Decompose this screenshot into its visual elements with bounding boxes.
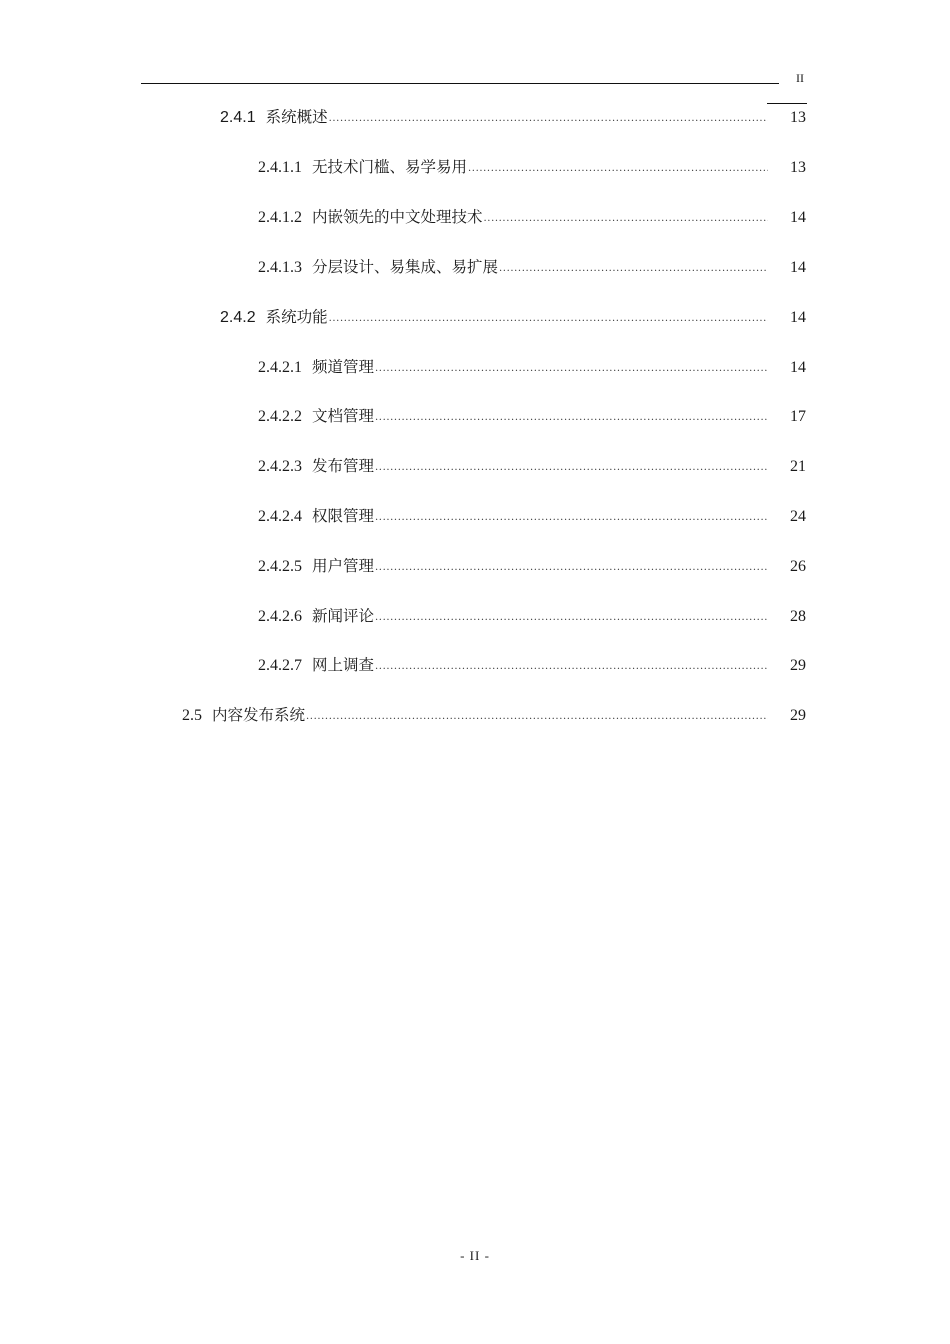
toc-entry-page: 26 [790, 558, 806, 575]
toc-entry-number: 2.4.1.3 [258, 259, 302, 276]
toc-entry-page: 21 [790, 458, 806, 475]
toc-entry-number: 2.4.1 [220, 109, 256, 126]
toc-entry-title: 频道管理 [312, 358, 375, 376]
toc-entry-2-4-2-5[interactable] [258, 554, 806, 578]
toc-entry-2-4-1-2[interactable] [258, 205, 806, 229]
toc-entry-number: 2.4.2.3 [258, 458, 302, 475]
toc-entry-page: 14 [790, 309, 806, 326]
toc-entry-2-4-1-1[interactable] [258, 155, 806, 179]
toc-entry-title: 新闻评论 [312, 607, 375, 625]
toc-entry-leader [375, 357, 768, 381]
header-mark [767, 103, 807, 104]
toc-entry-number: 2.4.2.6 [258, 608, 302, 625]
toc-entry-title: 文档管理 [312, 407, 375, 425]
toc-entry-page: 13 [790, 109, 806, 126]
toc-entry-leader [375, 606, 768, 630]
toc-entry-leader [306, 705, 768, 729]
toc-entry-number: 2.4.2.1 [258, 359, 302, 376]
toc-entry-title: 无技术门槛、易学易用 [312, 158, 468, 176]
toc-entry-title: 网上调查 [312, 656, 375, 674]
toc-entry-leader [499, 257, 768, 281]
toc-entry-number: 2.4.2.5 [258, 558, 302, 575]
toc-entry-2-4-2-1[interactable] [258, 355, 806, 379]
toc-entry-page: 28 [790, 608, 806, 625]
toc-entry-title: 发布管理 [312, 457, 375, 475]
toc-entry-number: 2.4.2.4 [258, 508, 302, 525]
toc-entry-page: 14 [790, 259, 806, 276]
toc-entry-title: 内嵌领先的中文处理技术 [312, 208, 483, 226]
toc-entry-page: 14 [790, 209, 806, 226]
toc-entry-title: 系统概述 [265, 108, 328, 126]
toc-entry-leader [375, 655, 768, 679]
toc-entry-page: 17 [790, 408, 806, 425]
toc-entry-2-4-2-2[interactable] [258, 404, 806, 428]
toc-entry-page: 29 [790, 657, 806, 674]
toc-entry-2-4-2-3[interactable] [258, 454, 806, 478]
toc-entry-page: 13 [790, 159, 806, 176]
toc-entry-number: 2.4.2.7 [258, 657, 302, 674]
toc-entry-page: 24 [790, 508, 806, 525]
toc-entry-leader [375, 556, 768, 580]
toc-entry-leader [375, 406, 768, 430]
toc-entry-2-4-2-6[interactable] [258, 604, 806, 628]
toc-entry-page: 14 [790, 359, 806, 376]
toc-entry-number: 2.4.1.2 [258, 209, 302, 226]
toc-entry-number: 2.4.1.1 [258, 159, 302, 176]
header-rule [141, 83, 779, 84]
toc-entry-2-5[interactable] [182, 703, 806, 727]
toc-entry-leader [375, 506, 768, 530]
toc-entry-number: 2.4.2 [220, 309, 256, 326]
toc-entry-page: 29 [790, 707, 806, 724]
toc-entry-2-4-2-7[interactable] [258, 653, 806, 677]
toc-entry-2-4-2[interactable] [220, 305, 806, 329]
toc-entry-leader [468, 157, 768, 181]
toc-entry-leader [329, 307, 768, 331]
toc-entry-leader [484, 207, 768, 231]
toc-entry-number: 2.5 [182, 707, 202, 724]
header-page-number: II [796, 71, 804, 85]
toc-entry-leader [375, 456, 768, 480]
footer-page-number: - II - [460, 1248, 490, 1263]
toc-entry-2-4-2-4[interactable] [258, 504, 806, 528]
toc-entry-title: 系统功能 [265, 308, 328, 326]
toc-entry-number: 2.4.2.2 [258, 408, 302, 425]
toc-entry-2-4-1-3[interactable] [258, 255, 806, 279]
toc-entry-leader [329, 107, 768, 131]
toc-entry-2-4-1[interactable] [220, 105, 806, 129]
toc-entry-title: 用户管理 [312, 557, 375, 575]
toc-entry-title: 分层设计、易集成、易扩展 [312, 258, 499, 276]
toc-entry-title: 内容发布系统 [212, 706, 306, 724]
toc-entry-title: 权限管理 [312, 507, 375, 525]
